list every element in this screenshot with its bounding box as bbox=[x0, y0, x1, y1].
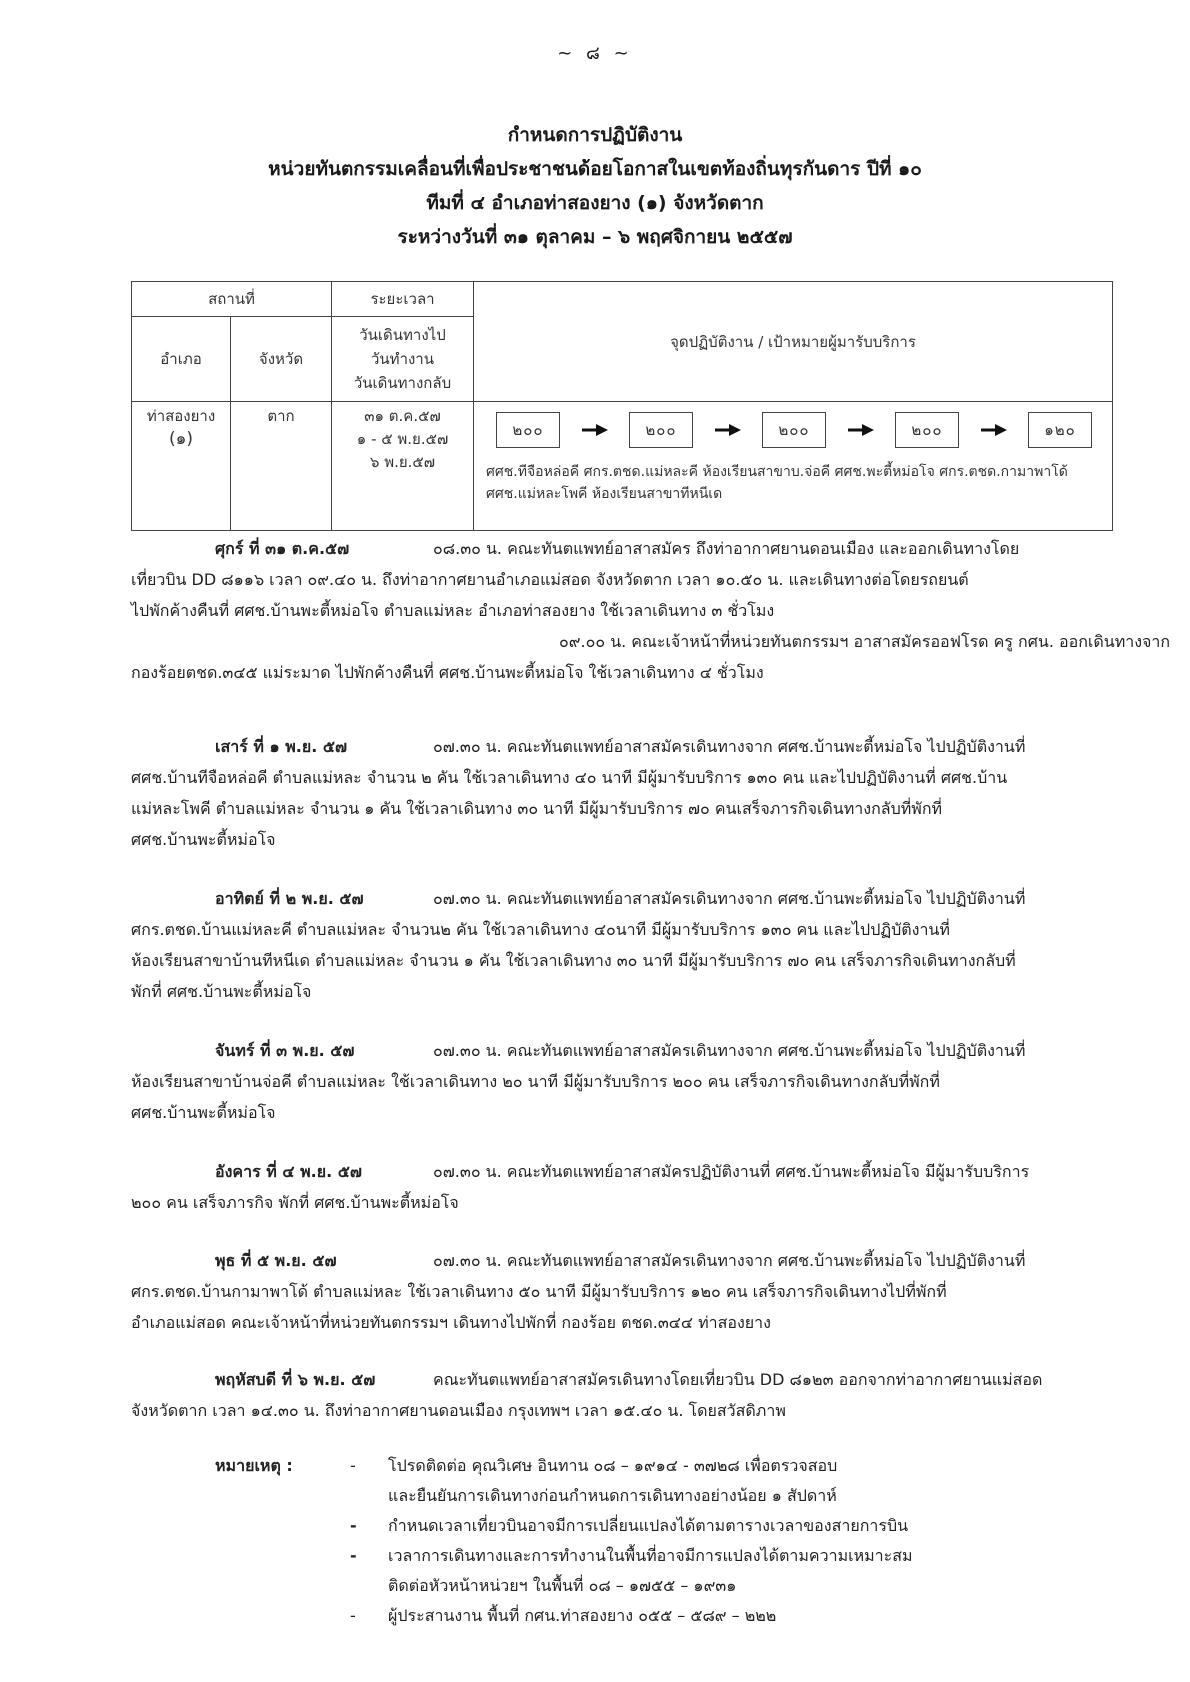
note-bullet: - bbox=[350, 1606, 356, 1625]
day-line: ๐๗.๓๐ น. คณะทันตแพทย์อาสาสมัครเดินทางจาก ศศช.บ้านพะตี้หม่อโจ ไปปฏิบัติงานที่ bbox=[433, 889, 1026, 908]
header-target: จุดปฏิบัติงาน / เป้าหมายผู้มารับบริการ bbox=[474, 282, 1113, 402]
note-text: กำหนดเวลาเที่ยวบินอาจมีการเปลี่ยนแปลงได้ตามตารางเวลาของสายการบิน bbox=[388, 1516, 909, 1535]
note-text: และยืนยันการเดินทางก่อนกำหนดการเดินทางอย่างน้อย ๑ สัปดาห์ bbox=[388, 1486, 837, 1505]
day-line: ไปพักค้างคืนที่ ศศช.บ้านพะตี้หม่อโจ ตำบลแม่หละ อำเภอท่าสองยาง ใช้เวลาเดินทาง ๓ ชั่วโมง bbox=[131, 601, 775, 620]
service-points-line-1: ศศช.ทีจือหล่อคี ศกร.ตชด.แม่หละคี ห้องเรียนสาขาบ.จ่อคี ศศช.พะตี้หม่อโจ ศกร.ตชด.กามาพาโด้ bbox=[486, 464, 1068, 480]
schedule-table bbox=[131, 281, 1113, 531]
day-line: ๐๘.๓๐ น. คณะทันตแพทย์อาสาสมัคร ถึงท่าอากาศยานดอนเมือง และออกเดินทางโดย bbox=[433, 539, 1020, 558]
table-header-row-1 bbox=[132, 282, 1113, 317]
day-line: ห้องเรียนสาขาบ้านจ่อคี ตำบลแม่หละ ใช้เวลาเดินทาง ๒๐ นาที มีผู้มารับบริการ ๒๐๐ คน เสร็จภารกิจเดินทางกลับที่พักที่ bbox=[131, 1072, 940, 1091]
date-work: ๑ - ๕ พ.ย.๕๗ bbox=[356, 430, 449, 448]
table-row bbox=[132, 402, 1113, 531]
day-entry-monday bbox=[131, 1035, 1113, 1128]
day-entry-thursday bbox=[131, 1364, 1113, 1426]
day-label: พฤหัสบดี ที่ ๖ พ.ย. ๕๗ bbox=[215, 1370, 376, 1389]
note-text: โปรดติดต่อ คุณวิเศษ อินทาน ๐๘ – ๑๙๑๔ - ๓๗๒๘ เพื่อตรวจสอบ bbox=[388, 1456, 838, 1475]
date-return: ๖ พ.ย.๕๗ bbox=[369, 453, 436, 471]
day-label: อาทิตย์ ที่ ๒ พ.ย. ๕๗ bbox=[215, 889, 364, 908]
period-sub-3: วันเดินทางกลับ bbox=[353, 374, 452, 392]
day-line: ๐๙.๐๐ น. คณะเจ้าหน้าที่หน่วยทันตกรรมฯ อาสาสมัครออฟโรด ครู กศน. ออกเดินทางจาก bbox=[559, 632, 1171, 651]
title-line-2: หน่วยทันตกรรมเคลื่อนที่เพื่อประชาชนด้อยโอกาสในเขตท้องถิ่นทุรกันดาร ปีที่ ๑๐ bbox=[268, 158, 922, 180]
title-line-4: ระหว่างวันที่ ๓๑ ตุลาคม – ๖ พฤศจิกายน ๒๕๕๗ bbox=[397, 226, 793, 248]
day-line: คณะทันตแพทย์อาสาสมัครเดินทางโดยเที่ยวบิน DD ๘๑๒๓ ออกจากท่าอากาศยานแม่สอด bbox=[433, 1370, 1043, 1389]
day-line: ๐๗.๓๐ น. คณะทันตแพทย์อาสาสมัครเดินทางจาก ศศช.บ้านพะตี้หม่อโจ ไปปฏิบัติงานที่ bbox=[433, 1251, 1026, 1270]
service-points-line-2: ศศช.แม่หละโพคี ห้องเรียนสาขาทีหนีเด bbox=[486, 486, 723, 502]
notes-section bbox=[215, 1451, 913, 1631]
target-flow bbox=[496, 412, 1102, 448]
note-bullet: - bbox=[350, 1516, 357, 1535]
header-place: สถานที่ bbox=[132, 282, 332, 317]
note-text: เวลาการเดินทางและการทำงานในพื้นที่อาจมีการแปลงได้ตามความเหมาะสม bbox=[388, 1546, 913, 1565]
header-period-sub bbox=[332, 317, 474, 402]
target-box: ๒๐๐ bbox=[496, 412, 560, 448]
day-entry-saturday bbox=[131, 731, 1113, 855]
district-name: ท่าสองยาง bbox=[146, 407, 216, 425]
day-line: ศกร.ตชด.บ้านกามาพาโด้ ตำบลแม่หละ ใช้เวลาเดินทาง ๕๐ นาที มีผู้มารับบริการ ๑๒๐ คน เสร็จภารกิจเดินทางไปที่พักที่ bbox=[131, 1282, 947, 1301]
arrow-right-icon bbox=[693, 413, 762, 447]
day-line: ศศช.บ้านพะตี้หม่อโจ bbox=[131, 830, 276, 849]
notes-label: หมายเหตุ : bbox=[215, 1456, 293, 1475]
day-line: ๒๐๐ คน เสร็จภารกิจ พักที่ ศศช.บ้านพะตี้หม่อโจ bbox=[131, 1193, 459, 1212]
day-line: พักที่ ศศช.บ้านพะตี้หม่อโจ bbox=[131, 982, 312, 1001]
title-line-3: ทีมที่ ๔ อำเภอท่าสองยาง (๑) จังหวัดตาก bbox=[426, 192, 764, 214]
day-entry-wednesday bbox=[131, 1245, 1113, 1338]
page-number: ~ ๘ ~ bbox=[557, 43, 633, 64]
service-points bbox=[486, 461, 1102, 505]
note-bullet: - bbox=[350, 1456, 356, 1475]
day-line: ศศช.บ้านทีจือหล่อคี ตำบลแม่หละ จำนวน ๒ คัน ใช้เวลาเดินทาง ๔๐ นาที มีผู้มารับบริการ ๑๓๐ คน และไปปฏิบัติงานที่ ศศช.บ้าน bbox=[131, 768, 1008, 787]
date-depart: ๓๑ ต.ค.๕๗ bbox=[364, 407, 441, 425]
cell-targets bbox=[474, 402, 1113, 531]
period-sub-1: วันเดินทางไป bbox=[359, 326, 446, 344]
day-label: พุธ ที่ ๕ พ.ย. ๕๗ bbox=[215, 1251, 337, 1270]
day-line: ๐๗.๓๐ น. คณะทันตแพทย์อาสาสมัครปฏิบัติงานที่ ศศช.บ้านพะตี้หม่อโจ มีผู้มารับบริการ bbox=[433, 1162, 1030, 1181]
note-item bbox=[215, 1451, 913, 1481]
day-line: อำเภอแม่สอด คณะเจ้าหน้าที่หน่วยทันตกรรมฯ เดินทางไปพักที่ กองร้อย ตชด.๓๔๔ ท่าสองยาง bbox=[131, 1313, 771, 1332]
cell-province: ตาก bbox=[231, 402, 332, 531]
note-item bbox=[215, 1511, 913, 1541]
day-line: ห้องเรียนสาขาบ้านทีหนีเด ตำบลแม่หละ จำนวน ๑ คัน ใช้เวลาเดินทาง ๓๐ นาที มีผู้มารับบริการ ๗๐ คน เสร็จภารกิจเดินทางกลับที่ bbox=[131, 951, 1016, 970]
day-line: เที่ยวบิน DD ๘๑๑๖ เวลา ๐๙.๔๐ น. ถึงท่าอากาศยานอำเภอแม่สอด จังหวัดตาก เวลา ๑๐.๕๐ น. และเดินทางต่อโดยรถยนต์ bbox=[131, 570, 969, 589]
day-line: ๐๗.๓๐ น. คณะทันตแพทย์อาสาสมัครเดินทางจาก ศศช.บ้านพะตี้หม่อโจ ไปปฏิบัติงานที่ bbox=[433, 737, 1026, 756]
header-district: อำเภอ bbox=[132, 317, 231, 402]
arrow-right-icon bbox=[959, 413, 1028, 447]
day-line: ศกร.ตชด.บ้านแม่หละคี ตำบลแม่หละ จำนวน๒ คัน ใช้เวลาเดินทาง ๔๐นาที มีผู้มารับบริการ ๑๓๐ คน และไปปฏิบัติงานที่ bbox=[131, 920, 950, 939]
note-item-continued bbox=[215, 1571, 913, 1601]
target-box: ๒๐๐ bbox=[762, 412, 826, 448]
note-bullet: - bbox=[350, 1546, 357, 1565]
day-line: ๐๗.๓๐ น. คณะทันตแพทย์อาสาสมัครเดินทางจาก ศศช.บ้านพะตี้หม่อโจ ไปปฏิบัติงานที่ bbox=[433, 1041, 1026, 1060]
target-box: ๒๐๐ bbox=[629, 412, 693, 448]
day-entry-sunday bbox=[131, 883, 1113, 1007]
day-entry-friday bbox=[131, 533, 1171, 688]
note-item-continued bbox=[215, 1481, 913, 1511]
day-line: แม่หละโพคี ตำบลแม่หละ จำนวน ๑ คัน ใช้เวลาเดินทาง ๓๐ นาที มีผู้มารับบริการ ๗๐ คนเสร็จภารกิจเดินทางกลับที่พักที่ bbox=[131, 799, 943, 818]
day-line: ศศช.บ้านพะตี้หม่อโจ bbox=[131, 1103, 276, 1122]
day-line: จังหวัดตาก เวลา ๑๔.๓๐ น. ถึงท่าอากาศยานดอนเมือง กรุงเทพฯ เวลา ๑๕.๔๐ น. โดยสวัสดิภาพ bbox=[131, 1401, 786, 1420]
cell-dates bbox=[332, 402, 474, 531]
note-item bbox=[215, 1601, 913, 1631]
cell-district bbox=[132, 402, 231, 531]
target-box: ๒๐๐ bbox=[895, 412, 959, 448]
day-label: เสาร์ ที่ ๑ พ.ย. ๕๗ bbox=[215, 737, 348, 756]
document-title bbox=[0, 118, 1190, 254]
target-box: ๑๒๐ bbox=[1028, 412, 1092, 448]
day-entry-tuesday bbox=[131, 1156, 1113, 1218]
district-number: (๑) bbox=[168, 429, 194, 449]
arrow-right-icon bbox=[826, 413, 895, 447]
day-label: จันทร์ ที่ ๓ พ.ย. ๕๗ bbox=[215, 1041, 355, 1060]
title-line-1: กำหนดการปฏิบัติงาน bbox=[507, 124, 683, 146]
arrow-right-icon bbox=[560, 413, 629, 447]
note-text: ผู้ประสานงาน พื้นที่ กศน.ท่าสองยาง ๐๕๕ – ๕๘๙ – ๒๒๒ bbox=[388, 1606, 777, 1625]
header-province: จังหวัด bbox=[231, 317, 332, 402]
day-label: ศุกร์ ที่ ๓๑ ต.ค.๕๗ bbox=[215, 539, 350, 558]
note-text: ติดต่อหัวหน้าหน่วยฯ ในพื้นที่ ๐๘ – ๑๗๕๕ – ๑๙๓๑ bbox=[388, 1576, 737, 1595]
period-sub-2: วันทำงาน bbox=[371, 350, 434, 368]
day-label: อังคาร ที่ ๔ พ.ย. ๕๗ bbox=[215, 1162, 362, 1181]
note-item bbox=[215, 1541, 913, 1571]
header-period: ระยะเวลา bbox=[332, 282, 474, 317]
day-line: กองร้อยตชด.๓๔๕ แม่ระมาด ไปพักค้างคืนที่ ศศช.บ้านพะตี้หม่อโจ ใช้เวลาเดินทาง ๔ ชั่วโมง bbox=[131, 663, 764, 682]
